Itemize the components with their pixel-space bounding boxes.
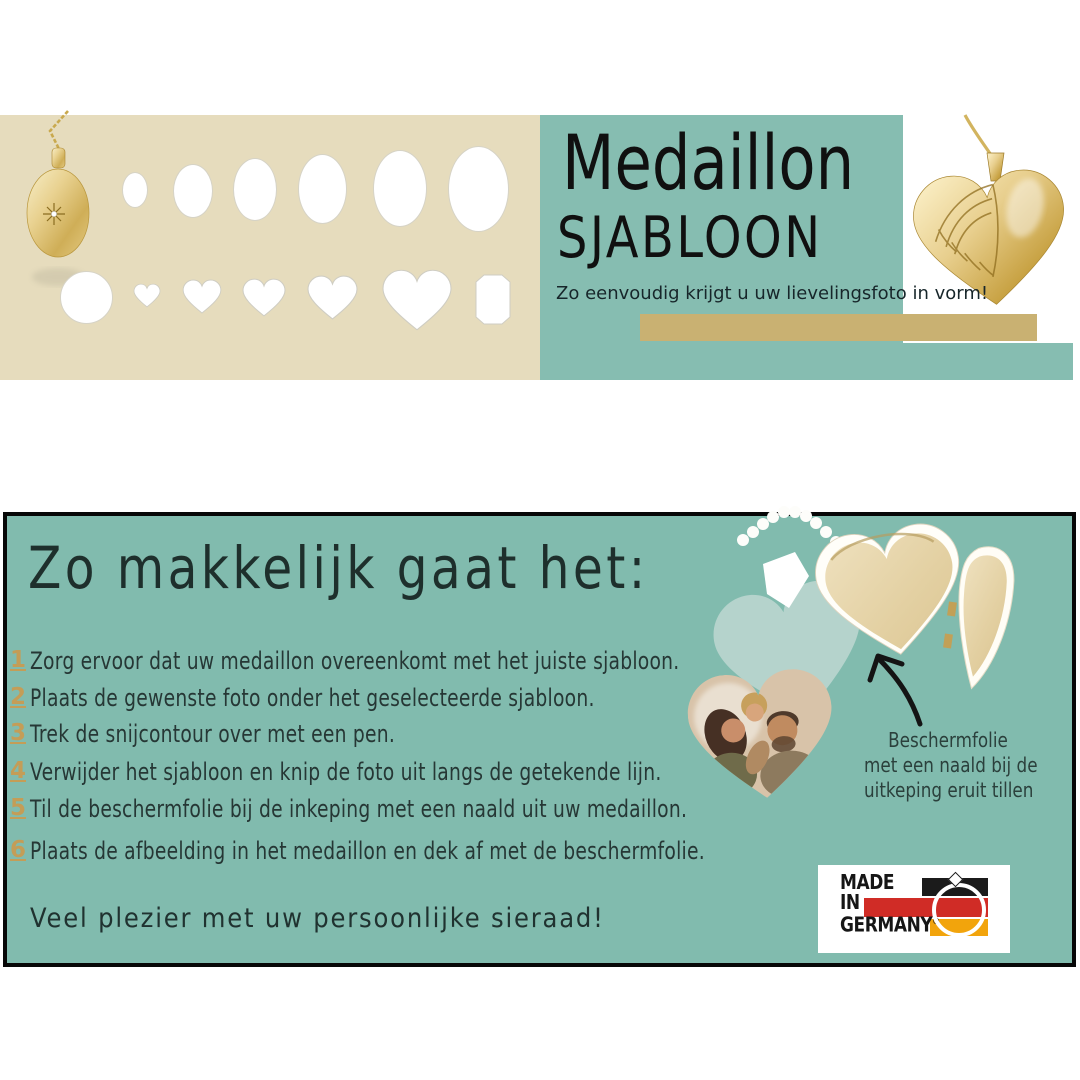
step-number: 5 <box>9 795 26 821</box>
heart-locket-image <box>903 115 1080 343</box>
heart-cutout <box>243 279 285 316</box>
step-item <box>6 720 498 748</box>
oval-cutout <box>122 172 148 208</box>
heart-cutout <box>183 280 221 313</box>
step-item <box>6 837 895 865</box>
badge-line: GERMANY® <box>840 912 940 937</box>
heart-cutout <box>308 276 357 319</box>
step-item <box>6 684 754 712</box>
annotation-line: Beschermfolie <box>888 728 1008 752</box>
arrow-annotation-icon <box>858 642 938 730</box>
ring-icon <box>932 883 986 937</box>
family-photo-heart <box>690 672 835 810</box>
product-title: Medaillon <box>562 118 855 207</box>
heart-cutout <box>383 270 451 330</box>
annotation-text <box>848 728 1048 803</box>
teal-strip <box>903 343 1073 380</box>
hinge <box>943 634 953 649</box>
chain-charm <box>763 552 809 608</box>
step-number: 6 <box>9 837 26 863</box>
step-text: Til de beschermfolie bij de inkeping met een naald uit uw medaillon. <box>30 795 688 823</box>
badge-line: IN <box>840 890 860 914</box>
top-banner <box>0 115 1080 380</box>
hinge <box>947 602 957 617</box>
oval-cutout <box>233 158 277 221</box>
oval-cutout <box>373 150 427 227</box>
octagon-cutout <box>476 275 510 324</box>
oval-cutout <box>173 164 213 218</box>
product-subtitle: SJABLOON <box>557 205 823 271</box>
step-text: Trek de snijcontour over met een pen. <box>30 720 396 748</box>
annotation-line: met een naald bij de <box>864 753 1038 777</box>
circle-cutout <box>60 271 113 324</box>
gold-accent-bar <box>640 314 1037 341</box>
annotation-line: uitkeping eruit tillen <box>864 778 1034 802</box>
template-card-panel <box>0 115 540 380</box>
step-number: 4 <box>9 758 26 784</box>
step-number: 1 <box>9 647 26 673</box>
made-in-germany-badge <box>818 865 1010 953</box>
step-text: Verwijder het sjabloon en knip de foto uit langs de getekende lijn. <box>30 758 662 786</box>
heart-cutout <box>134 284 160 307</box>
registered-mark: ® <box>932 917 940 927</box>
step-number: 3 <box>9 720 26 746</box>
tagline: Zo eenvoudig krijgt u uw lievelingsfoto in vorm! <box>556 283 989 304</box>
step-text: Plaats de gewenste foto onder het geselecteerde sjabloon. <box>30 684 595 712</box>
howto-heading: Zo makkelijk gaat het: <box>28 534 649 602</box>
oval-cutout <box>448 146 509 232</box>
oval-cutout <box>298 154 347 224</box>
step-text: Zorg ervoor dat uw medaillon overeenkomt met het juiste sjabloon. <box>30 647 680 675</box>
closing-line: Veel plezier met uw persoonlijke sieraad! <box>30 903 605 934</box>
badge-line: MADE <box>840 870 895 894</box>
step-text: Plaats de afbeelding in het medaillon en dek af met de beschermfolie. <box>30 837 705 865</box>
step-number: 2 <box>9 684 26 710</box>
